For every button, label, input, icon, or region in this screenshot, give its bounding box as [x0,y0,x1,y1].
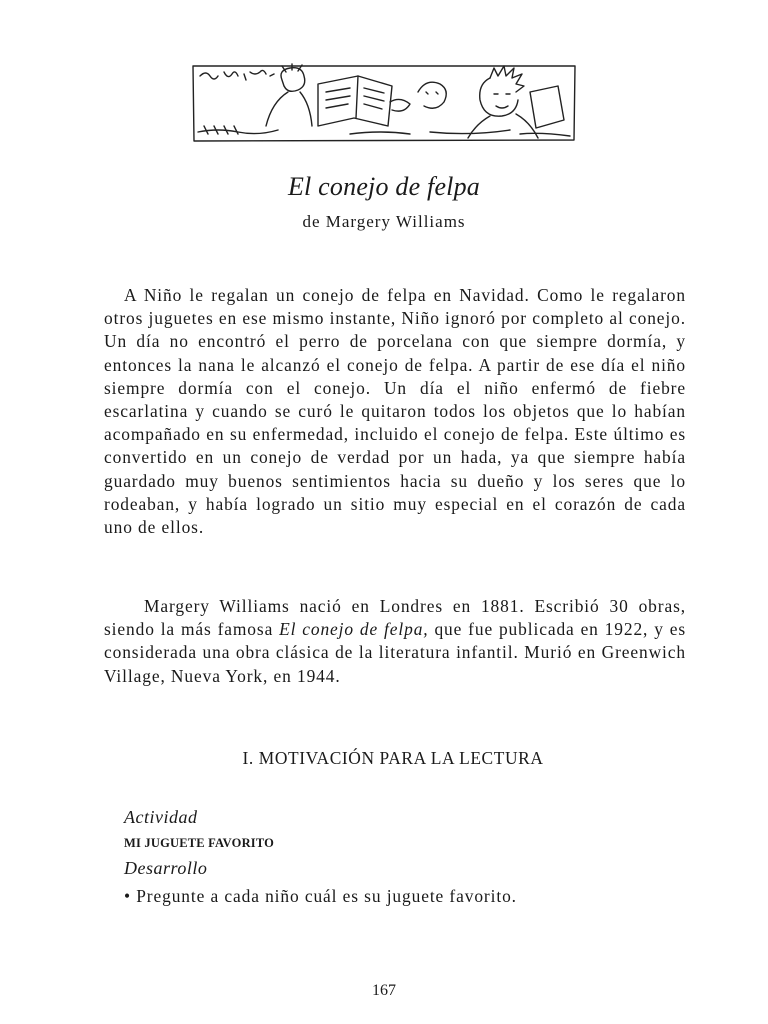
bio-text-end: que fue publicada en 1922, y es considerada una obra clásica de la literatura infantil. Murió en Greenwich Village, Nueva York, en 1944. [104,619,686,686]
author-bio-paragraph [104,595,686,688]
story-title: El conejo de felpa [287,172,481,201]
page-number: 167 [372,982,396,999]
activity-label: Actividad [124,807,198,827]
bio-book-title: El conejo de felpa, [279,619,429,640]
development-label: Desarrollo [124,858,208,878]
bullet-item: • Pregunte a cada niño cuál es su juguete favorito. [124,886,517,906]
story-author: de Margery Williams [302,212,466,231]
bio-text-start: Margery Williams nació en Londres en 1881. Escribió 30 obras, siendo la más famosa [104,596,686,640]
section-heading: I. MOTIVACIÓN PARA LA LECTURA [242,748,544,768]
sketch-children-reading-icon [190,62,578,144]
summary-paragraph: A Niño le regalan un conejo de felpa en Navidad. Como le regalaron otros juguetes en ese mismo instante, Niño ignoró por completo al conejo. Un día no encontró el perro de porcelana con que siempre dormía, y entonces la nana le alcanzó el conejo de felpa. A partir de ese día el niño siempre dormía con el conejo. Un día el niño enfermó de fiebre escarlatina y cuando se curó le quitaron todos los objetos que lo habían acompañado en su enfermedad, incluido el conejo de felpa. Este último es convertido en un conejo de verdad por un hada, ya que siempre había guardado muy buenos sentimientos hacia su dueño y los seres que lo rodeaban, y había logrado un sitio muy especial en el corazón de cada uno de ellos. [104,285,687,538]
activity-name: MI JUGUETE FAVORITO [124,836,275,850]
